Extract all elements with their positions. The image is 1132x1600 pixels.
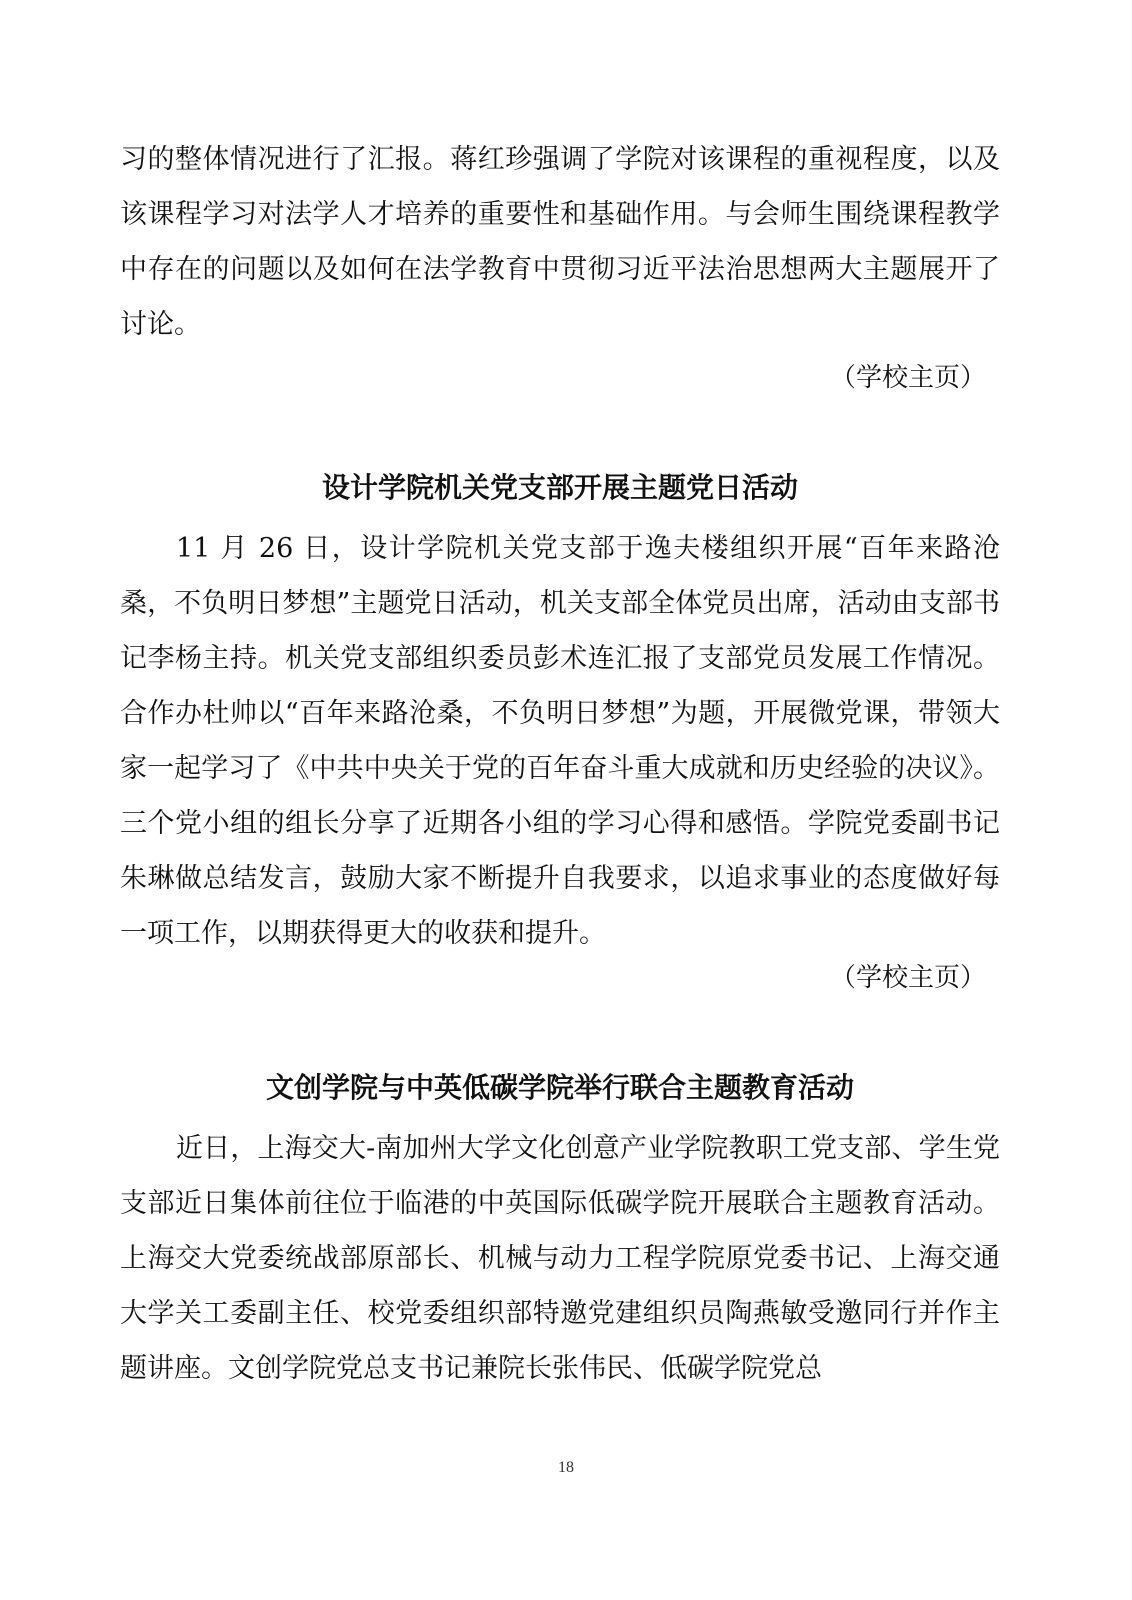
- article-body-design-school: 11 月 26 日，设计学院机关党支部于逸夫楼组织开展“百年来路沧桑，不负明日梦想”主题党日活动，机关支部全体党员出席，活动由支部书记李杨主持。机关党支部组织委员彭术连汇报了支部党员发展工作情况。合作办杜帅以“百年来路沧桑，不负明日梦想”为题，开展微党课，带领大家一起学习了《中共中央关于党的百年奋斗重大成就和历史经验的决议》。三个党小组的组长分享了近期各小组的学习心得和感悟。学院党委副书记朱琳做总结发言，鼓励大家不断提升自我要求，以追求事业的态度做好每一项工作，以期获得更大的收获和提升。: [120, 533, 1000, 949]
- article-source-design-school: （学校主页）: [829, 963, 986, 993]
- page-number: 18: [558, 1459, 574, 1476]
- continuation-paragraph: 习的整体情况进行了汇报。蒋红珍强调了学院对该课程的重视程度，以及该课程学习对法学人才培养的重要性和基础作用。与会师生围绕课程教学中存在的问题以及如何在法学教育中贯彻习近平法治思想两大主题展开了讨论。: [120, 144, 1000, 340]
- continuation-source: （学校主页）: [829, 363, 986, 393]
- article-body-cultural-creative-school: 近日，上海交大-南加州大学文化创意产业学院教职工党支部、学生党支部近日集体前往位于临港的中英国际低碳学院开展联合主题教育活动。上海交大党委统战部原部长、机械与动力工程学院原党委书记、上海交通大学关工委副主任、校党委组织部特邀党建组织员陶燕敏受邀同行并作主题讲座。文创学院党总支书记兼院长张伟民、低碳学院党总: [120, 1133, 1000, 1384]
- article-title-cultural-creative-school: 文创学院与中英低碳学院举行联合主题教育活动: [265, 1071, 854, 1104]
- document-page: [120, 0, 1000, 1600]
- article-title-design-school: 设计学院机关党支部开展主题党日活动: [321, 471, 798, 504]
